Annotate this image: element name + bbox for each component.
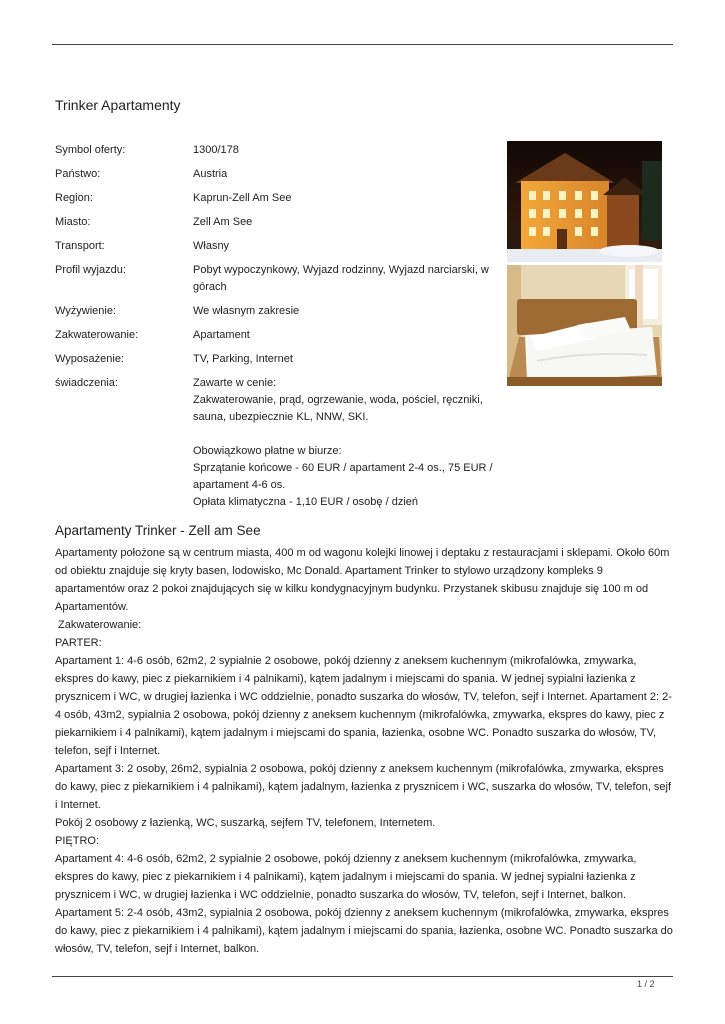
detail-value: Własny [193, 240, 230, 252]
description-paragraph: Pokój 2 osobowy z łazienką, WC, suszarką, sejfem TV, telefonem, Internetem. [55, 817, 436, 829]
description-paragraph: Apartament 5: 2-4 osób, 43m2, sypialnia 2 osobowa, pokój dzienny z aneksem kuchennym (mikrofalówka, zmywarka, ekspres do kawy, piec z piekarnikiem i 4 palnikami), kątem jadalnym i miejscami do spania, łazienka, osobne WC. Ponadto suszarka do włosów, TV, telefon, sejf i Internet, balkon. [55, 907, 673, 955]
page-title: Trinker Apartamenty [55, 97, 181, 113]
hotel-exterior-photo [507, 141, 662, 262]
detail-row-region [55, 190, 500, 207]
detail-label: Profil wyjazdu: [55, 264, 126, 276]
description-paragraph: PIĘTRO: [55, 835, 100, 847]
detail-value: 1300/178 [193, 144, 239, 156]
detail-value: TV, Parking, Internet [193, 353, 293, 365]
detail-row-symbol [55, 142, 500, 159]
detail-row-meals [55, 303, 500, 320]
detail-value: Austria [193, 168, 228, 180]
detail-label: Symbol oferty: [55, 144, 126, 156]
detail-value: Zell Am See [193, 216, 253, 228]
detail-row-transport [55, 238, 500, 255]
page-number: 1 / 2 [637, 979, 655, 989]
detail-row-equipment [55, 351, 500, 368]
detail-value: Kaprun-Zell Am See [193, 192, 292, 204]
description-paragraph: Apartamenty położone są w centrum miasta, 400 m od wagonu kolejki linowej i deptaku z restauracjami i sklepami. Około 60m od obiektu znajduje się kryty basen, lodowisko, Mc Donald. Apartament Trinker to stylowo urządzony kompleks 9 apartamentów oraz 2 pokoi znajdujących się w kilku kondygnacyjnym budynku. Przystanek skibusu znajduje się 100 m od Apartamentów. [55, 547, 670, 613]
detail-value: Pobyt wypoczynkowy, Wyjazd rodzinny, Wyjazd narciarski, w górach [193, 264, 489, 293]
description-paragraph: Apartament 1: 4-6 osób, 62m2, 2 sypialnie 2 osobowe, pokój dzienny z aneksem kuchennym (mikrofalówka, zmywarka, ekspres do kawy, piec z piekarnikiem i 4 palnikami), kątem jadalnym i miejscami do spania. W jednej sypialni łazienka z prysznicem i WC, w drugiej łazienka i WC oddzielnie, ponadto suszarka do włosów, TV, telefon, sejf i Internet. Apartament 2: 2-4 osób, 43m2, sypialnia 2 osobowa, pokój dzienny z aneksem kuchennym (mikrofalówka, zmywarka, ekspres do kawy, piec z piekarnikiem i 4 palnikami), kątem jadalnym i miejscami do spania, łazienka, osobne WC. Ponadto suszarka do włosów, TV, telefon, sejf i Internet. [55, 655, 672, 757]
header-rule [52, 44, 673, 45]
description-paragraph: Apartament 4: 4-6 osób, 62m2, 2 sypialnie 2 osobowe, pokój dzienny z aneksem kuchennym (mikrofalówka, zmywarka, ekspres do kawy, piec z piekarnikiem i 4 palnikami), kątem jadalnym i miejscami do spania. W jednej sypialni łazienka z prysznicem i WC, w drugiej łazienka i WC oddzielnie, ponadto suszarka do włosów, TV, telefon, sejf i Internet, balkon. [55, 853, 637, 901]
climate-fee: Opłata klimatyczna - 1,10 EUR / osobę / dzień [193, 496, 418, 508]
detail-row-accommodation [55, 327, 500, 344]
detail-value: Apartament [193, 329, 250, 341]
bedroom-photo [507, 265, 662, 386]
description-body [55, 544, 675, 958]
detail-label: Transport: [55, 240, 105, 252]
detail-row-city [55, 214, 500, 231]
detail-label: świadczenia: [55, 377, 118, 389]
footer-rule [52, 976, 673, 977]
detail-row-country [55, 166, 500, 183]
section-title: Apartamenty Trinker - Zell am See [55, 523, 261, 538]
detail-label: Państwo: [55, 168, 101, 180]
detail-row-trip-profile [55, 262, 500, 296]
description-paragraph: Zakwaterowanie: [55, 619, 142, 631]
detail-value: We własnym zakresie [193, 305, 300, 317]
detail-label: Wyżywienie: [55, 305, 117, 317]
offer-details-table [55, 142, 500, 518]
description-paragraph: PARTER: [55, 637, 102, 649]
detail-label: Zakwaterowanie: [55, 329, 139, 341]
extra-text: Sprzątanie końcowe - 60 EUR / apartament 2-4 os., 75 EUR / apartament 4-6 os. [193, 462, 493, 491]
services-value [193, 375, 500, 511]
detail-label: Region: [55, 192, 93, 204]
description-paragraph: Apartament 3: 2 osoby, 26m2, sypialnia 2 osobowa, pokój dzienny z aneksem kuchennym (mikrofalówka, zmywarka, ekspres do kawy, piec z piekarnikiem i 4 palnikami), kątem jadalnym, łazienka z prysznicem i WC, suszarka do włosów, TV, telefon, sejf i Internet. [55, 763, 672, 811]
detail-label: Wyposażenie: [55, 353, 124, 365]
extra-heading: Obowiązkowo płatne w biurze: [193, 445, 342, 457]
detail-row-services [55, 375, 500, 511]
included-heading: Zawarte w cenie: [193, 377, 277, 389]
included-text: Zakwaterowanie, prąd, ogrzewanie, woda, pościel, ręczniki, sauna, ubezpiecznie KL, NNW, SKI. [193, 394, 483, 423]
detail-label: Miasto: [55, 216, 91, 228]
